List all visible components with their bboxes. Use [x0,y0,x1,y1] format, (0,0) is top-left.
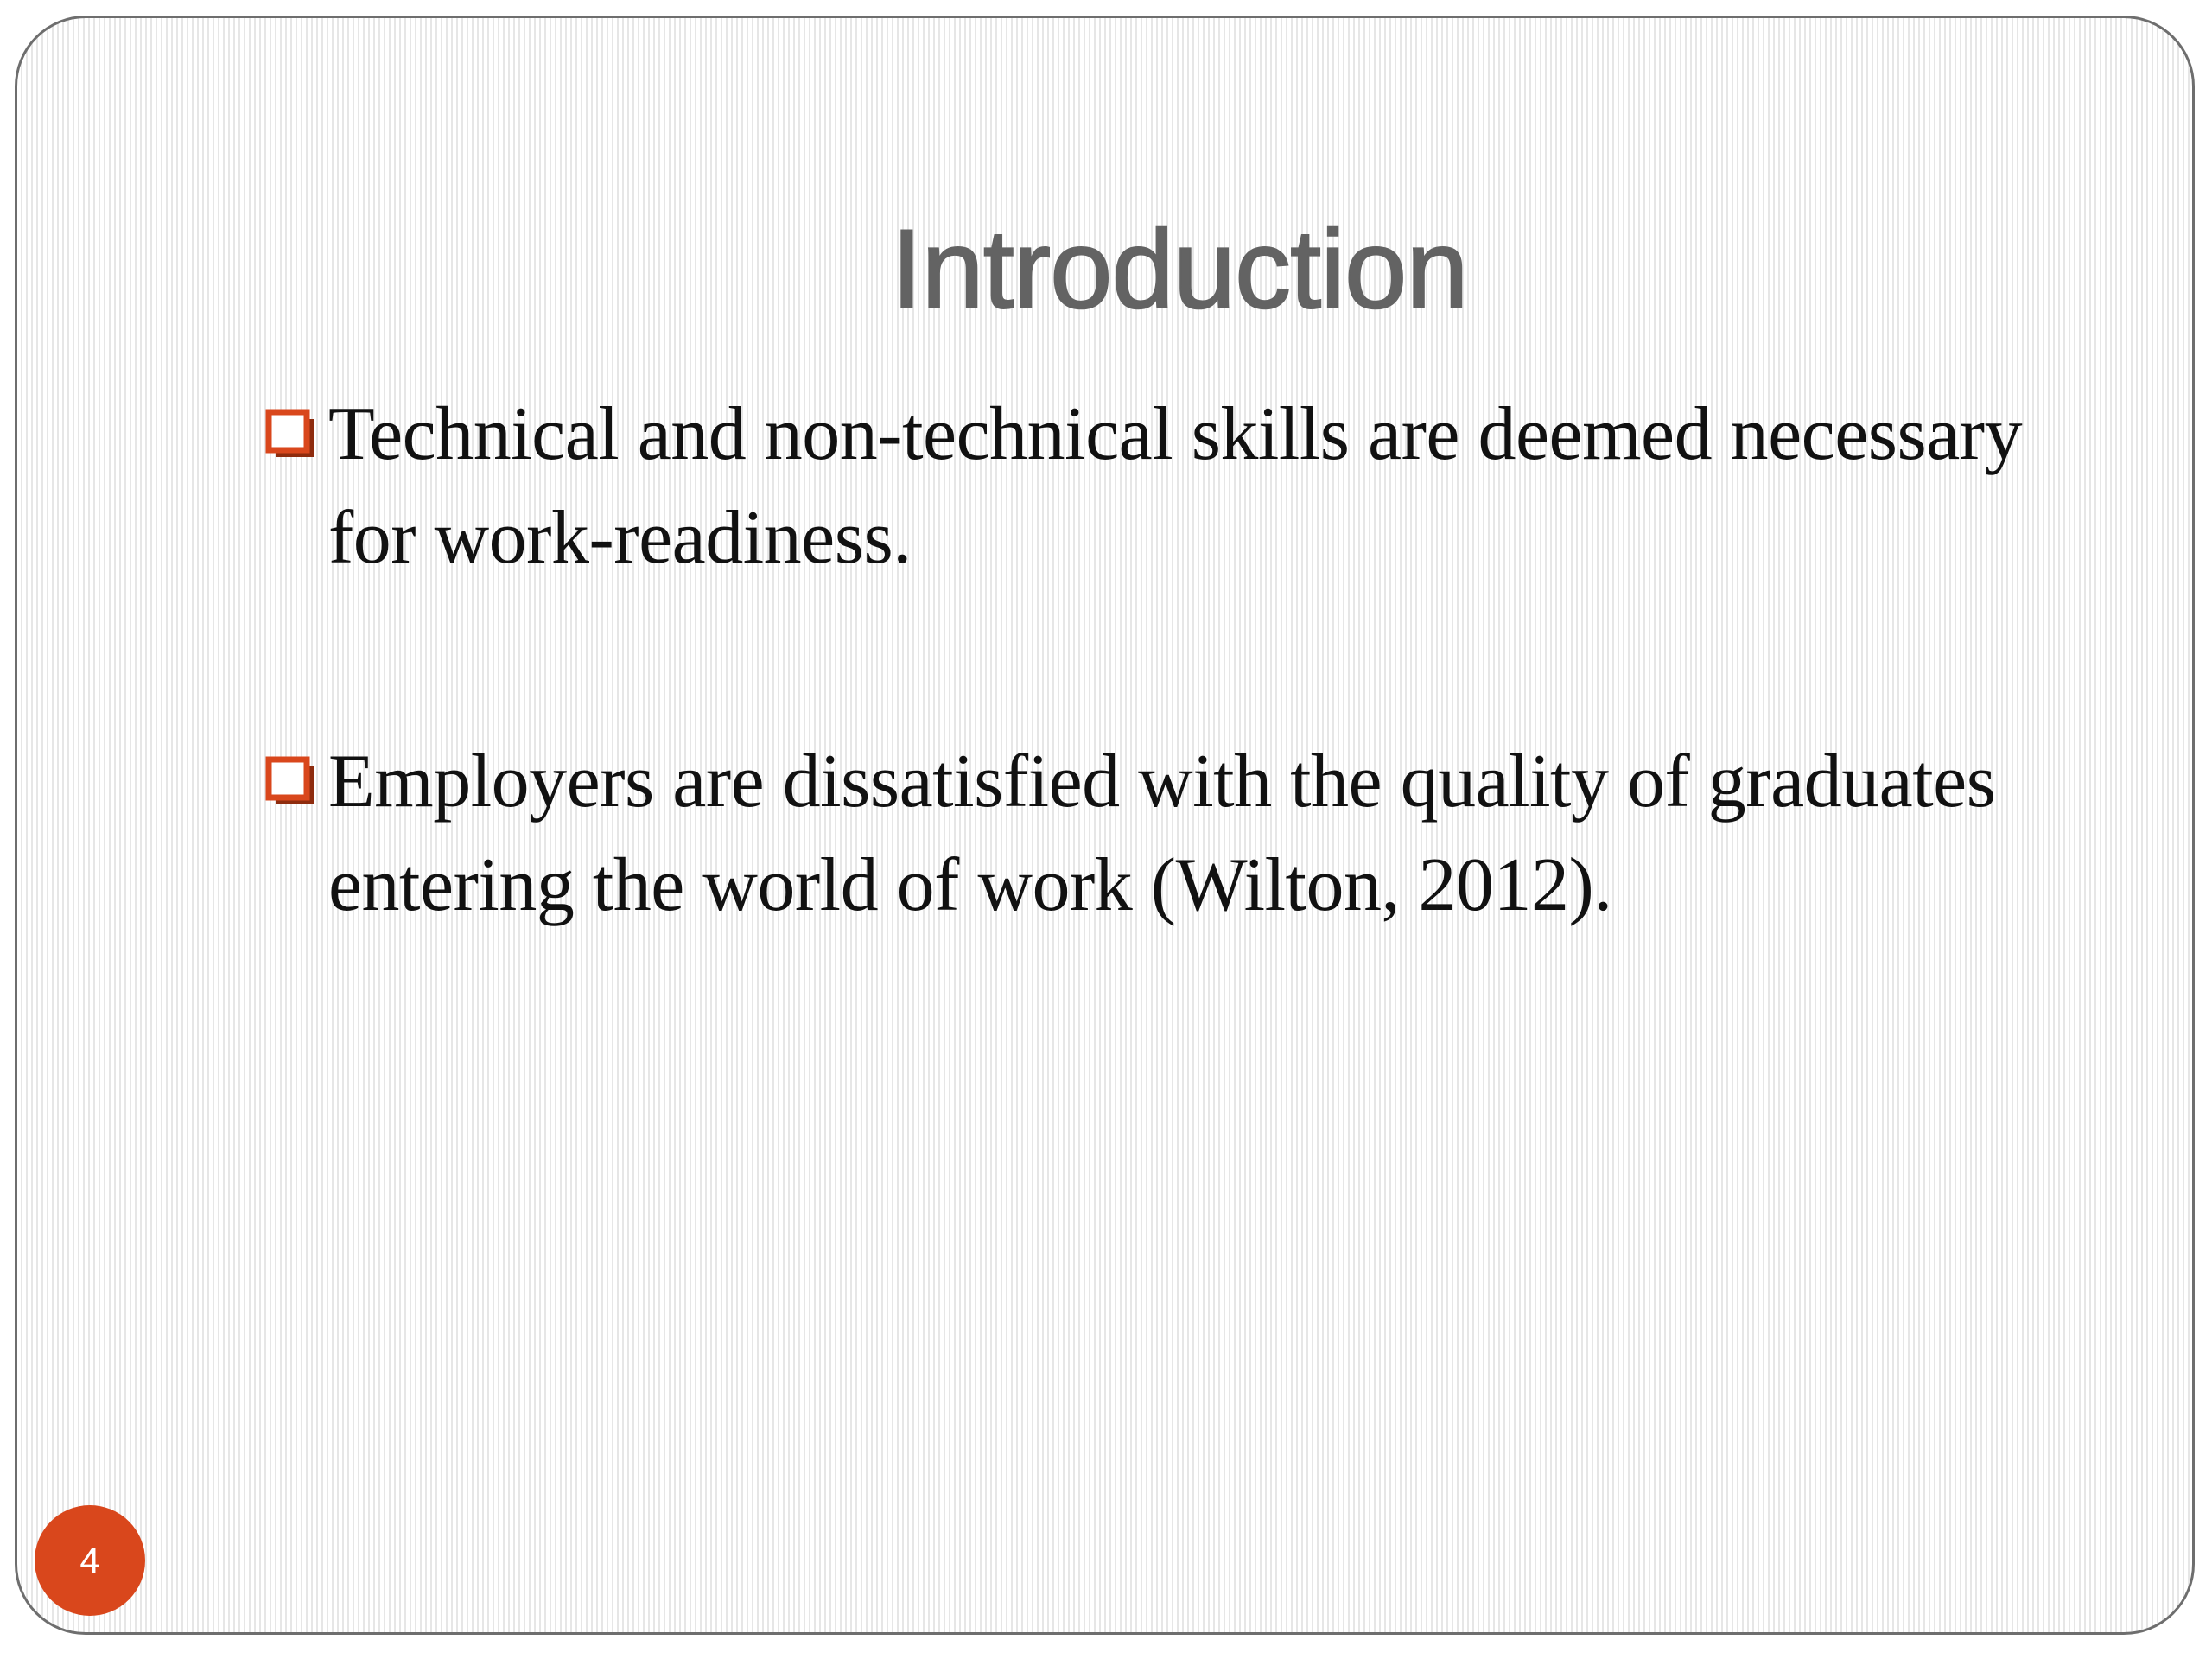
slide-title: Introduction [891,206,1468,332]
checkbox-icon [265,409,317,461]
checkbox-icon [265,756,317,808]
bullet-text: Technical and non-technical skills are deemed necessary for work-readiness. [328,392,2023,580]
bullet-item [264,730,2078,938]
slide-frame [15,16,2195,1635]
bullet-item [264,383,2078,590]
bullet-list [264,383,2078,938]
bullet-text: Employers are dissatisfied with the quality of graduates entering the world of work (Wilton, 2012). [328,740,1996,927]
page-number-badge: 4 [35,1505,145,1616]
